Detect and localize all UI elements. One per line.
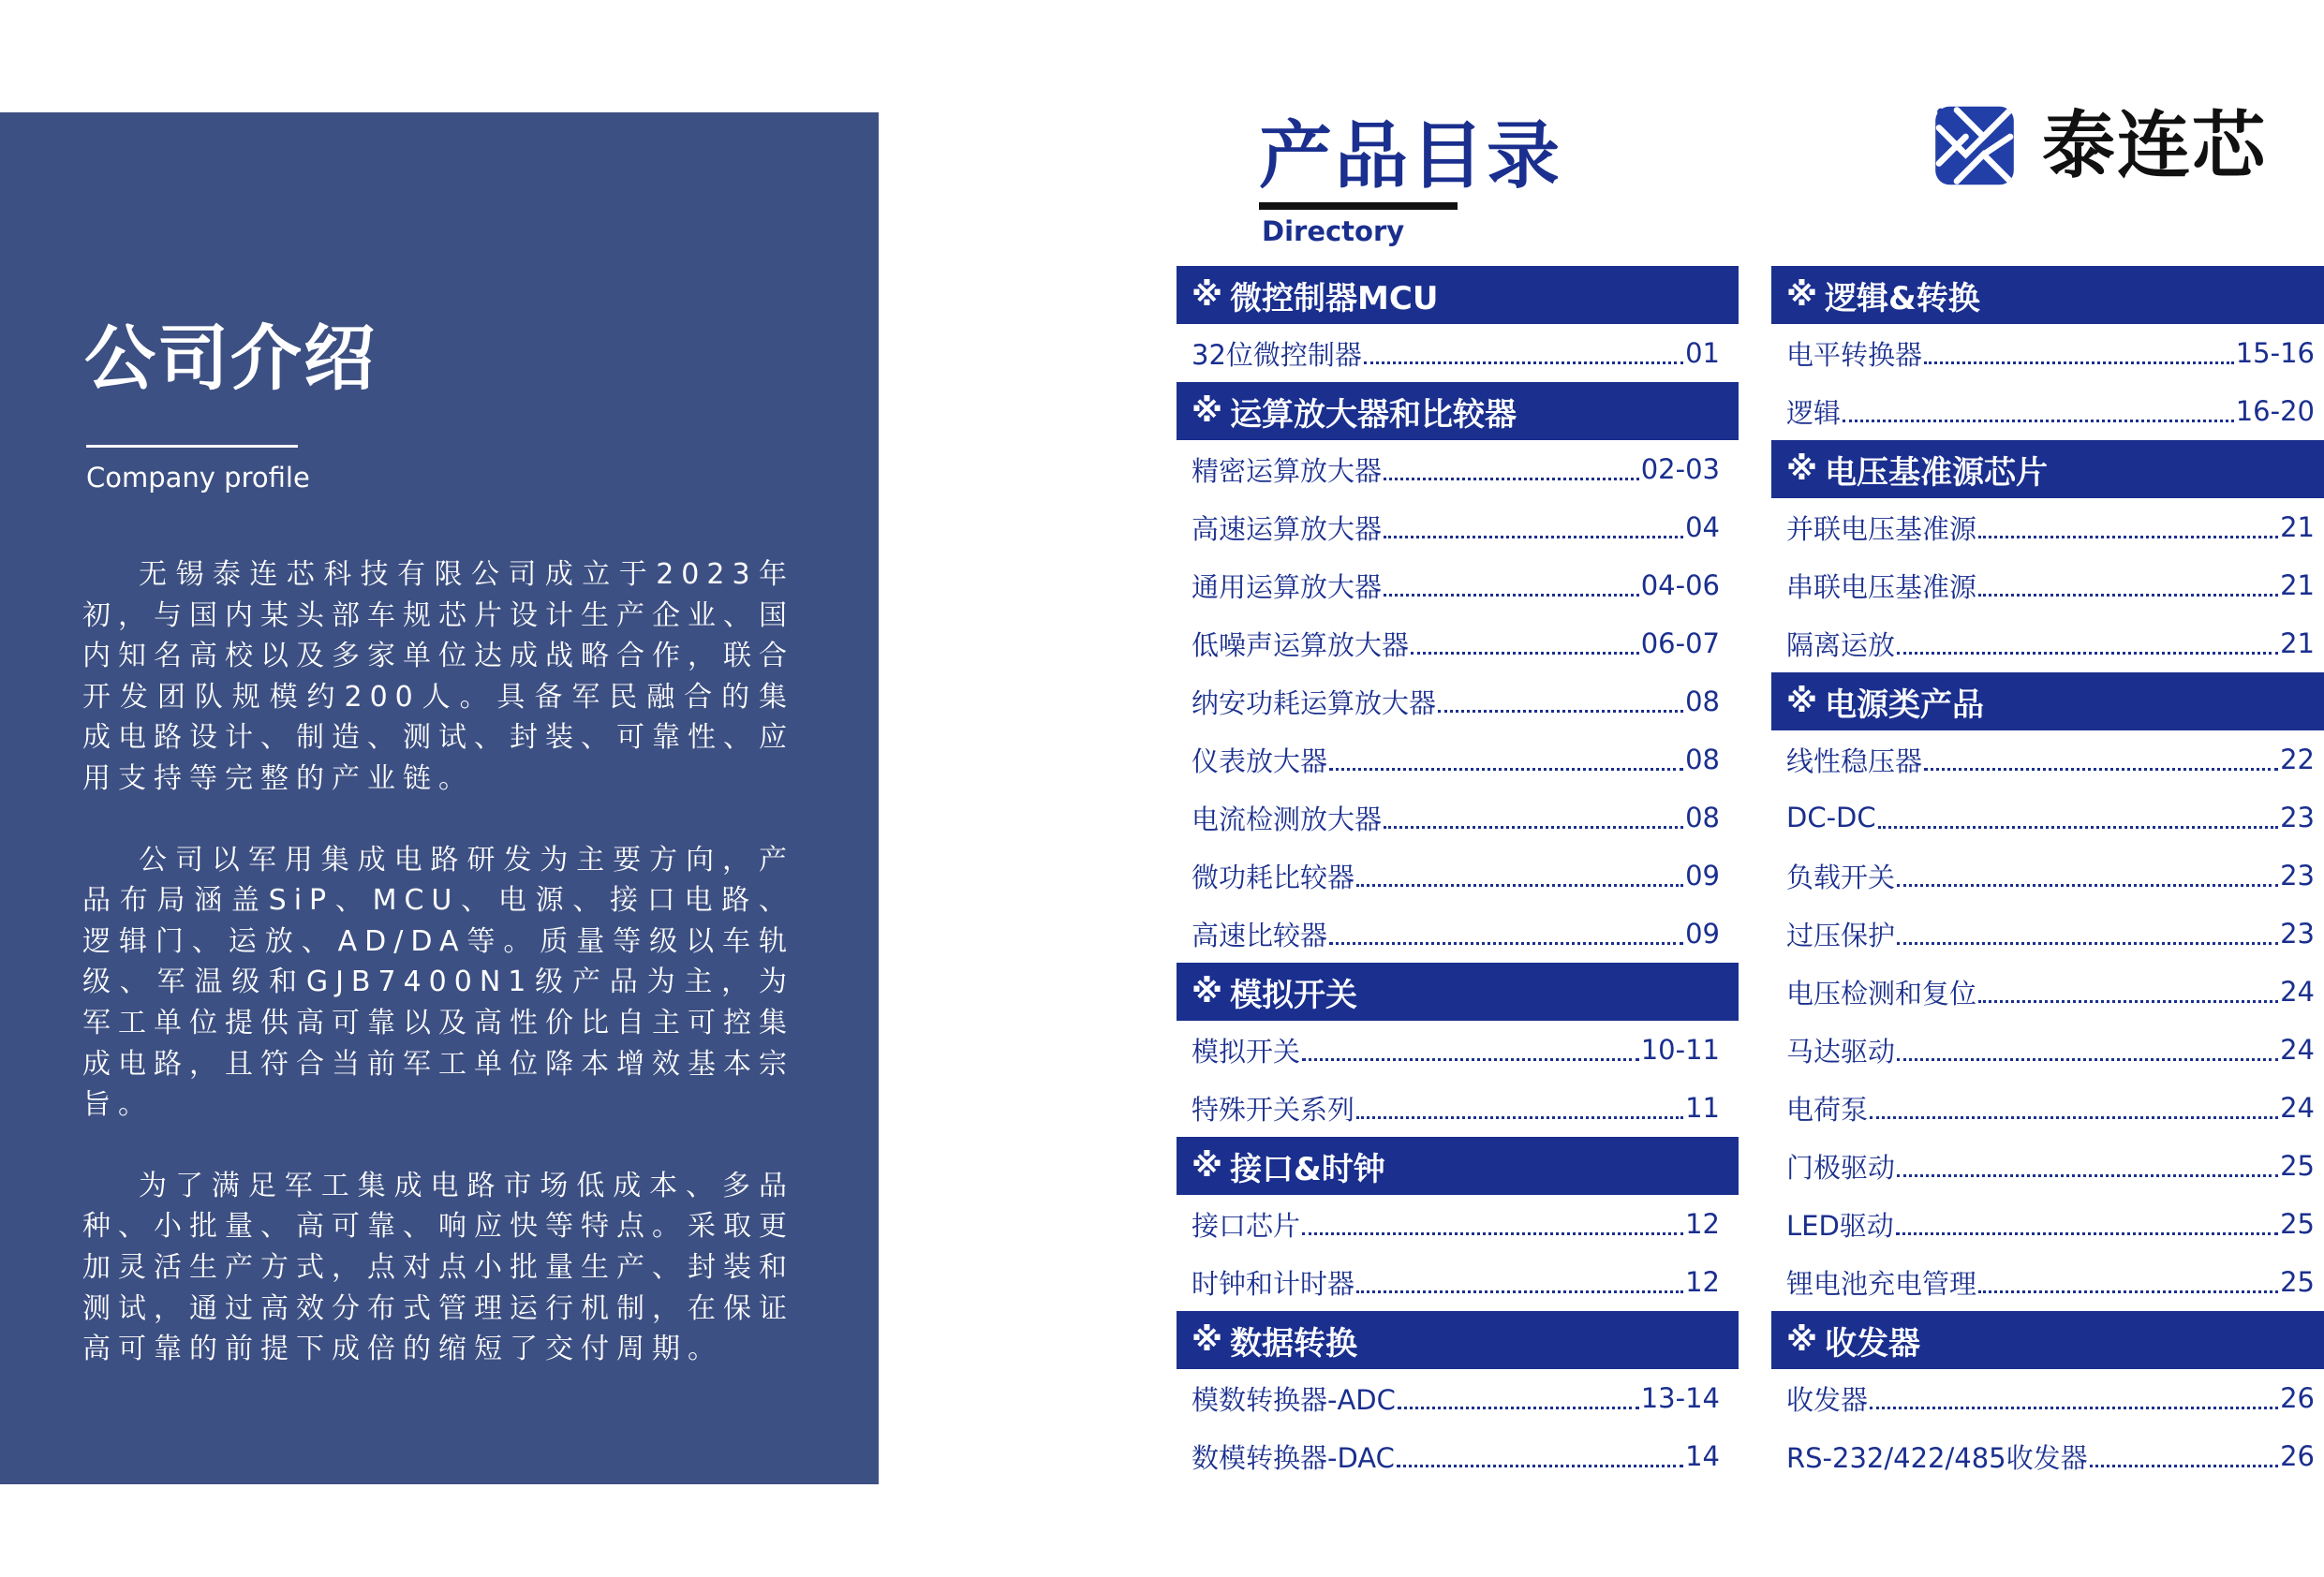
entry-page-number: 13-14 [1640, 1382, 1720, 1414]
entry-page-number: 02-03 [1640, 453, 1720, 485]
directory-entry [1177, 847, 1739, 905]
entry-page-number: 09 [1685, 860, 1720, 892]
entry-page-number: 23 [2280, 860, 2315, 892]
entry-name: 微功耗比较器 [1192, 861, 1355, 893]
category-mark: ※ [1786, 1321, 1818, 1359]
dot-leader [1384, 573, 1639, 597]
dot-leader [1398, 1386, 1639, 1409]
intro-paragraph: 为了满足军工集成电路市场低成本、多品种、小批量、高可靠、响应快等特点。采取更加灵活生产方式，点对点小批量生产、封装和测试，通过高效分布式管理运行机制，在保证高可靠的前提下成倍的缩短了交付周期。 [82, 1169, 794, 1366]
dot-leader [1384, 805, 1683, 829]
dot-leader [1978, 515, 2278, 538]
directory-entry [1177, 1369, 1739, 1427]
category-name: 接口&时钟 [1230, 1150, 1385, 1188]
entry-name: 马达驱动 [1786, 1035, 1896, 1068]
entry-page-number: 21 [2280, 569, 2315, 601]
directory-entry [1771, 1195, 2324, 1253]
dot-leader [1870, 1096, 2278, 1119]
category-mark: ※ [1786, 683, 1818, 720]
dot-leader [1870, 1386, 2278, 1409]
category-name: 逻辑&转换 [1825, 279, 1980, 317]
dot-leader [1897, 631, 2278, 655]
entry-page-number: 24 [2280, 1092, 2315, 1124]
intro-paragraph: 公司以军用集成电路研发为主要方向，产品布局涵盖SiP、MCU、电源、接口电路、逻辑门、运放、AD/DA等。质量等级以车轨级、军温级和GJB7400N1级产品为主，为军工单位提供高可靠以及高性价比自主可控集成电路，且符合当前军工单位降本增效基本宗旨。 [82, 843, 794, 1122]
dot-leader [1302, 1212, 1683, 1235]
dot-leader [1878, 805, 2278, 829]
entry-name: 电平转换器 [1786, 338, 1923, 371]
directory-entry [1771, 1021, 2324, 1079]
directory-entry [1177, 440, 1739, 498]
dot-leader [1356, 863, 1683, 887]
entry-name: 时钟和计时器 [1192, 1267, 1355, 1300]
company-logo [1925, 94, 2290, 197]
directory-entry [1771, 963, 2324, 1021]
dot-leader [1356, 1270, 1683, 1293]
entry-page-number: 10-11 [1640, 1034, 1720, 1066]
entry-name: 数模转换器-DAC [1192, 1441, 1395, 1474]
entry-page-number: 12 [1685, 1266, 1720, 1298]
directory-entry [1177, 1079, 1739, 1137]
dot-leader [1843, 399, 2234, 422]
dot-leader [1384, 457, 1639, 480]
entry-name: 仪表放大器 [1192, 744, 1328, 777]
dot-leader [1897, 1038, 2278, 1061]
directory-category-header [1771, 1311, 2324, 1369]
intro-title: 公司介绍 [84, 317, 377, 400]
dot-leader [1924, 747, 2278, 771]
intro-subtitle: Company profile [86, 462, 310, 494]
entry-name: 负载开关 [1786, 861, 1896, 893]
logo-wordmark: 泰连芯 [2042, 103, 2268, 188]
directory-category-header [1177, 963, 1739, 1021]
dot-leader [1978, 980, 2278, 1003]
directory-entry [1177, 1021, 1739, 1079]
dot-leader [1411, 631, 1639, 655]
entry-page-number: 08 [1685, 685, 1720, 717]
entry-name: 特殊开关系列 [1192, 1093, 1355, 1126]
logo-mark-icon [1929, 101, 2021, 190]
category-name: 微控制器MCU [1230, 279, 1439, 317]
directory-entry [1771, 1079, 2324, 1137]
directory-title-underline [1259, 202, 1458, 210]
entry-page-number: 12 [1685, 1208, 1720, 1240]
dot-leader [1384, 515, 1683, 538]
entry-name: 模数转换器-ADC [1192, 1383, 1396, 1416]
directory-entry [1177, 498, 1739, 556]
category-mark: ※ [1192, 276, 1223, 314]
entry-name: 精密运算放大器 [1192, 454, 1383, 487]
category-mark: ※ [1786, 450, 1818, 488]
directory-entry [1177, 614, 1739, 672]
entry-name: 逻辑 [1786, 396, 1842, 429]
category-mark: ※ [1192, 1321, 1223, 1359]
dot-leader [1896, 1212, 2278, 1235]
entry-name: 电流检测放大器 [1192, 803, 1383, 835]
entry-name: 模拟开关 [1192, 1035, 1301, 1068]
entry-page-number: 21 [2280, 511, 2315, 543]
entry-page-number: 14 [1685, 1440, 1720, 1472]
directory-entry [1771, 847, 2324, 905]
entry-page-number: 06-07 [1640, 627, 1720, 659]
dot-leader [1302, 1038, 1639, 1061]
entry-page-number: 04 [1685, 511, 1720, 543]
entry-name: DC-DC [1786, 802, 1876, 833]
entry-page-number: 01 [1685, 337, 1720, 369]
directory-entry [1771, 614, 2324, 672]
entry-name: 低噪声运算放大器 [1192, 628, 1410, 661]
category-name: 收发器 [1825, 1324, 1921, 1363]
entry-page-number: 24 [2280, 1034, 2315, 1066]
entry-name: 锂电池充电管理 [1786, 1267, 1977, 1300]
directory-entry [1771, 1369, 2324, 1427]
entry-page-number: 23 [2280, 802, 2315, 833]
directory-category-header [1771, 672, 2324, 730]
intro-title-underline [86, 445, 298, 448]
entry-name: 并联电压基准源 [1786, 512, 1977, 545]
category-mark: ※ [1192, 1147, 1223, 1185]
directory-entry [1177, 556, 1739, 614]
directory-entry [1177, 1253, 1739, 1311]
entry-name: LED驱动 [1786, 1209, 1894, 1242]
directory-category-header [1177, 266, 1739, 324]
entry-name: 高速比较器 [1192, 919, 1328, 951]
entry-page-number: 26 [2280, 1382, 2315, 1414]
category-mark: ※ [1192, 392, 1223, 430]
company-intro-panel [0, 112, 879, 1484]
entry-name: 线性稳压器 [1786, 744, 1923, 777]
entry-page-number: 04-06 [1640, 569, 1720, 601]
entry-name: 纳安功耗运算放大器 [1192, 686, 1437, 719]
directory-entry [1771, 730, 2324, 788]
directory-category-header [1177, 1137, 1739, 1195]
entry-name: 电荷泵 [1786, 1093, 1869, 1126]
entry-name: 32位微控制器 [1192, 338, 1362, 371]
entry-page-number: 16-20 [2235, 395, 2315, 427]
intro-body [82, 554, 794, 1410]
directory-entry [1177, 788, 1739, 847]
entry-page-number: 23 [2280, 918, 2315, 950]
directory-title: 产品目录 [1259, 114, 1563, 199]
dot-leader [1978, 573, 2278, 597]
entry-page-number: 08 [1685, 744, 1720, 775]
directory-entry [1771, 556, 2324, 614]
directory-column-right [1771, 266, 2324, 1485]
directory-category-header [1177, 1311, 1739, 1369]
dot-leader [1356, 1096, 1683, 1119]
entry-page-number: 09 [1685, 918, 1720, 950]
dot-leader [1329, 921, 1683, 945]
entry-name: 电压检测和复位 [1786, 977, 1977, 1010]
entry-name: 过压保护 [1786, 919, 1896, 951]
directory-entry [1771, 905, 2324, 963]
dot-leader [1364, 341, 1683, 364]
entry-page-number: 25 [2280, 1150, 2315, 1182]
category-name: 数据转换 [1230, 1324, 1358, 1363]
entry-page-number: 26 [2280, 1440, 2315, 1472]
category-name: 电源类产品 [1825, 685, 1985, 724]
dot-leader [1397, 1444, 1683, 1467]
entry-page-number: 21 [2280, 627, 2315, 659]
entry-name: 通用运算放大器 [1192, 570, 1383, 603]
dot-leader [1978, 1270, 2278, 1293]
directory-entry [1177, 730, 1739, 788]
category-mark: ※ [1786, 276, 1818, 314]
directory-entry [1771, 1137, 2324, 1195]
entry-name: 收发器 [1786, 1383, 1869, 1416]
dot-leader [1924, 341, 2234, 364]
entry-page-number: 08 [1685, 802, 1720, 833]
entry-name: 门极驱动 [1786, 1151, 1896, 1184]
dot-leader [1438, 689, 1683, 713]
directory-entry [1771, 382, 2324, 440]
category-name: 电压基准源芯片 [1825, 453, 2049, 492]
directory-entry [1177, 1427, 1739, 1485]
dot-leader [1897, 1154, 2278, 1177]
directory-subtitle: Directory [1262, 215, 1405, 247]
category-name: 运算放大器和比较器 [1230, 395, 1517, 434]
dot-leader [1329, 747, 1683, 771]
directory-entry [1771, 1253, 2324, 1311]
entry-page-number: 24 [2280, 976, 2315, 1008]
entry-page-number: 15-16 [2235, 337, 2315, 369]
directory-entry [1771, 1427, 2324, 1485]
entry-name: 隔离运放 [1786, 628, 1896, 661]
entry-name: 高速运算放大器 [1192, 512, 1383, 545]
entry-page-number: 11 [1685, 1092, 1720, 1124]
entry-name: 串联电压基准源 [1786, 570, 1977, 603]
directory-category-header [1771, 266, 2324, 324]
category-name: 模拟开关 [1230, 976, 1358, 1014]
directory-entry [1177, 1195, 1739, 1253]
directory-column-left [1177, 266, 1739, 1485]
entry-page-number: 22 [2280, 744, 2315, 775]
entry-page-number: 25 [2280, 1266, 2315, 1298]
dot-leader [2090, 1444, 2278, 1467]
directory-category-header [1177, 382, 1739, 440]
directory-category-header [1771, 440, 2324, 498]
directory-entry [1771, 498, 2324, 556]
directory-entry [1771, 324, 2324, 382]
category-mark: ※ [1192, 973, 1223, 1010]
entry-name: 接口芯片 [1192, 1209, 1301, 1242]
entry-page-number: 25 [2280, 1208, 2315, 1240]
entry-name: RS-232/422/485收发器 [1786, 1441, 2088, 1474]
directory-entry [1771, 788, 2324, 847]
directory-entry [1177, 905, 1739, 963]
directory-entry [1177, 324, 1739, 382]
dot-leader [1897, 921, 2278, 945]
directory-entry [1177, 672, 1739, 730]
dot-leader [1897, 863, 2278, 887]
intro-paragraph: 无锡泰连芯科技有限公司成立于2023年初，与国内某头部车规芯片设计生产企业、国内知名高校以及多家单位达成战略合作，联合开发团队规模约200人。具备军民融合的集成电路设计、制造、测试、封装、可靠性、应用支持等完整的产业链。 [82, 558, 794, 795]
